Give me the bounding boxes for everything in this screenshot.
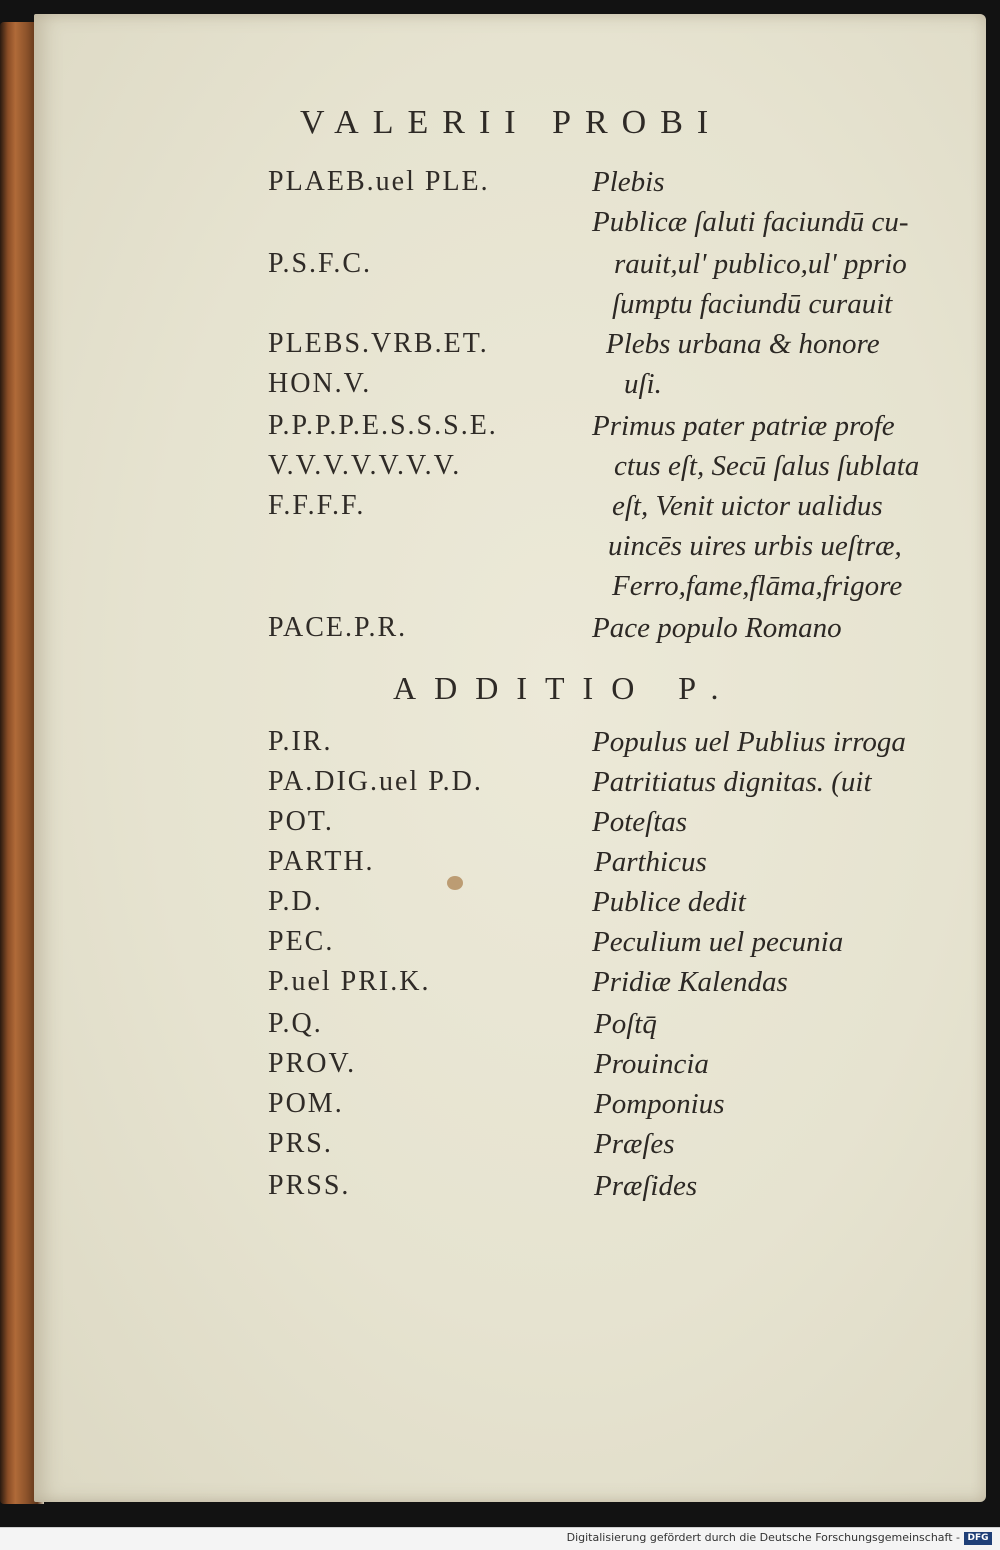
- entry-row: [0, 410, 1000, 450]
- expansion: Patritiatus dignitas. (uit: [592, 766, 872, 798]
- footer-credit: Digitalisierung gefördert durch die Deutsche Forschungsgemeinschaft -: [566, 1531, 960, 1544]
- expansion: Parthicus: [594, 846, 707, 878]
- expansion: uincēs uires urbis ueſtræ,: [608, 530, 902, 562]
- expansion: Peculium uel pecunia: [592, 926, 844, 958]
- abbreviation: PRSS.: [268, 1170, 351, 1201]
- abbreviation: P.P.P.P.E.S.S.S.E.: [268, 410, 498, 441]
- expansion: Pomponius: [594, 1088, 725, 1120]
- abbreviation: PACE.P.R.: [268, 612, 408, 643]
- entry-row: [0, 726, 1000, 766]
- entry-row: [0, 966, 1000, 1006]
- expansion: Publicæ ſaluti faciundū cu-: [592, 206, 909, 238]
- abbreviation: PLAEB.uel PLE.: [268, 166, 490, 197]
- entry-row: [0, 846, 1000, 886]
- expansion: Præſides: [594, 1170, 698, 1202]
- entry-row: [0, 450, 1000, 490]
- expansion: Pridiæ Kalendas: [592, 966, 788, 998]
- entry-row: [0, 766, 1000, 806]
- entry-row: [0, 1128, 1000, 1168]
- expansion: eſt, Venit uictor ualidus: [612, 490, 883, 522]
- entry-row: [0, 248, 1000, 288]
- expansion: Poteſtas: [592, 806, 688, 838]
- entry-row: [0, 886, 1000, 926]
- expansion: ſumptu faciundū curauit: [612, 288, 893, 320]
- expansion: Primus pater patriæ profe: [592, 410, 895, 442]
- expansion: Prouincia: [594, 1048, 709, 1080]
- abbreviation: POM.: [268, 1088, 344, 1119]
- entry-row: [0, 490, 1000, 530]
- entry-row: [0, 1008, 1000, 1048]
- expansion: Plebis: [592, 166, 665, 198]
- abbreviation: POT.: [268, 806, 334, 837]
- entry-row: [0, 368, 1000, 408]
- footer-bar: [0, 1527, 1000, 1550]
- abbreviation: P.Q.: [268, 1008, 323, 1039]
- entry-row: [0, 530, 1000, 570]
- entry-row: [0, 612, 1000, 652]
- entry-row: [0, 570, 1000, 610]
- expansion: Pace populo Romano: [592, 612, 842, 644]
- expansion: Ferro,fame,flāma,frigore: [612, 570, 903, 602]
- entry-row: [0, 206, 1000, 246]
- expansion: Publice dedit: [592, 886, 746, 918]
- abbreviation: PLEBS.VRB.ET.: [268, 328, 489, 359]
- abbreviation: V.V.V.V.V.V.V.: [268, 450, 462, 481]
- abbreviation: P.uel PRI.K.: [268, 966, 431, 997]
- expansion: Plebs urbana & honore: [606, 328, 880, 360]
- abbreviation: F.F.F.F.: [268, 490, 366, 521]
- abbreviation: P.IR.: [268, 726, 333, 757]
- abbreviation: PEC.: [268, 926, 335, 957]
- page-header: VALERII PROBI: [300, 104, 723, 141]
- entry-row: [0, 1048, 1000, 1088]
- abbreviation: P.S.F.C.: [268, 248, 373, 279]
- expansion: rauit,ul' publico,ul' pprio: [614, 248, 907, 280]
- entry-row: [0, 1088, 1000, 1128]
- entry-row: [0, 1170, 1000, 1210]
- dfg-logo[interactable]: DFG: [964, 1532, 992, 1545]
- expansion: Populus uel Publius irroga: [592, 726, 906, 758]
- abbreviation: PA.DIG.uel P.D.: [268, 766, 483, 797]
- addition-heading: ADDITIO P.: [393, 670, 737, 706]
- entry-row: [0, 166, 1000, 206]
- expansion: Poſtq̄: [594, 1008, 657, 1040]
- abbreviation: PRS.: [268, 1128, 333, 1159]
- entry-row: [0, 288, 1000, 328]
- entry-row: [0, 806, 1000, 846]
- abbreviation: PARTH.: [268, 846, 375, 877]
- entry-row: [0, 328, 1000, 368]
- ink-stain: [447, 876, 463, 890]
- expansion: uſi.: [624, 368, 662, 400]
- abbreviation: P.D.: [268, 886, 323, 917]
- expansion: ctus eſt, Secū ſalus ſublata: [614, 450, 920, 482]
- abbreviation: HON.V.: [268, 368, 372, 399]
- entry-row: [0, 926, 1000, 966]
- expansion: Præſes: [594, 1128, 675, 1160]
- abbreviation: PROV.: [268, 1048, 357, 1079]
